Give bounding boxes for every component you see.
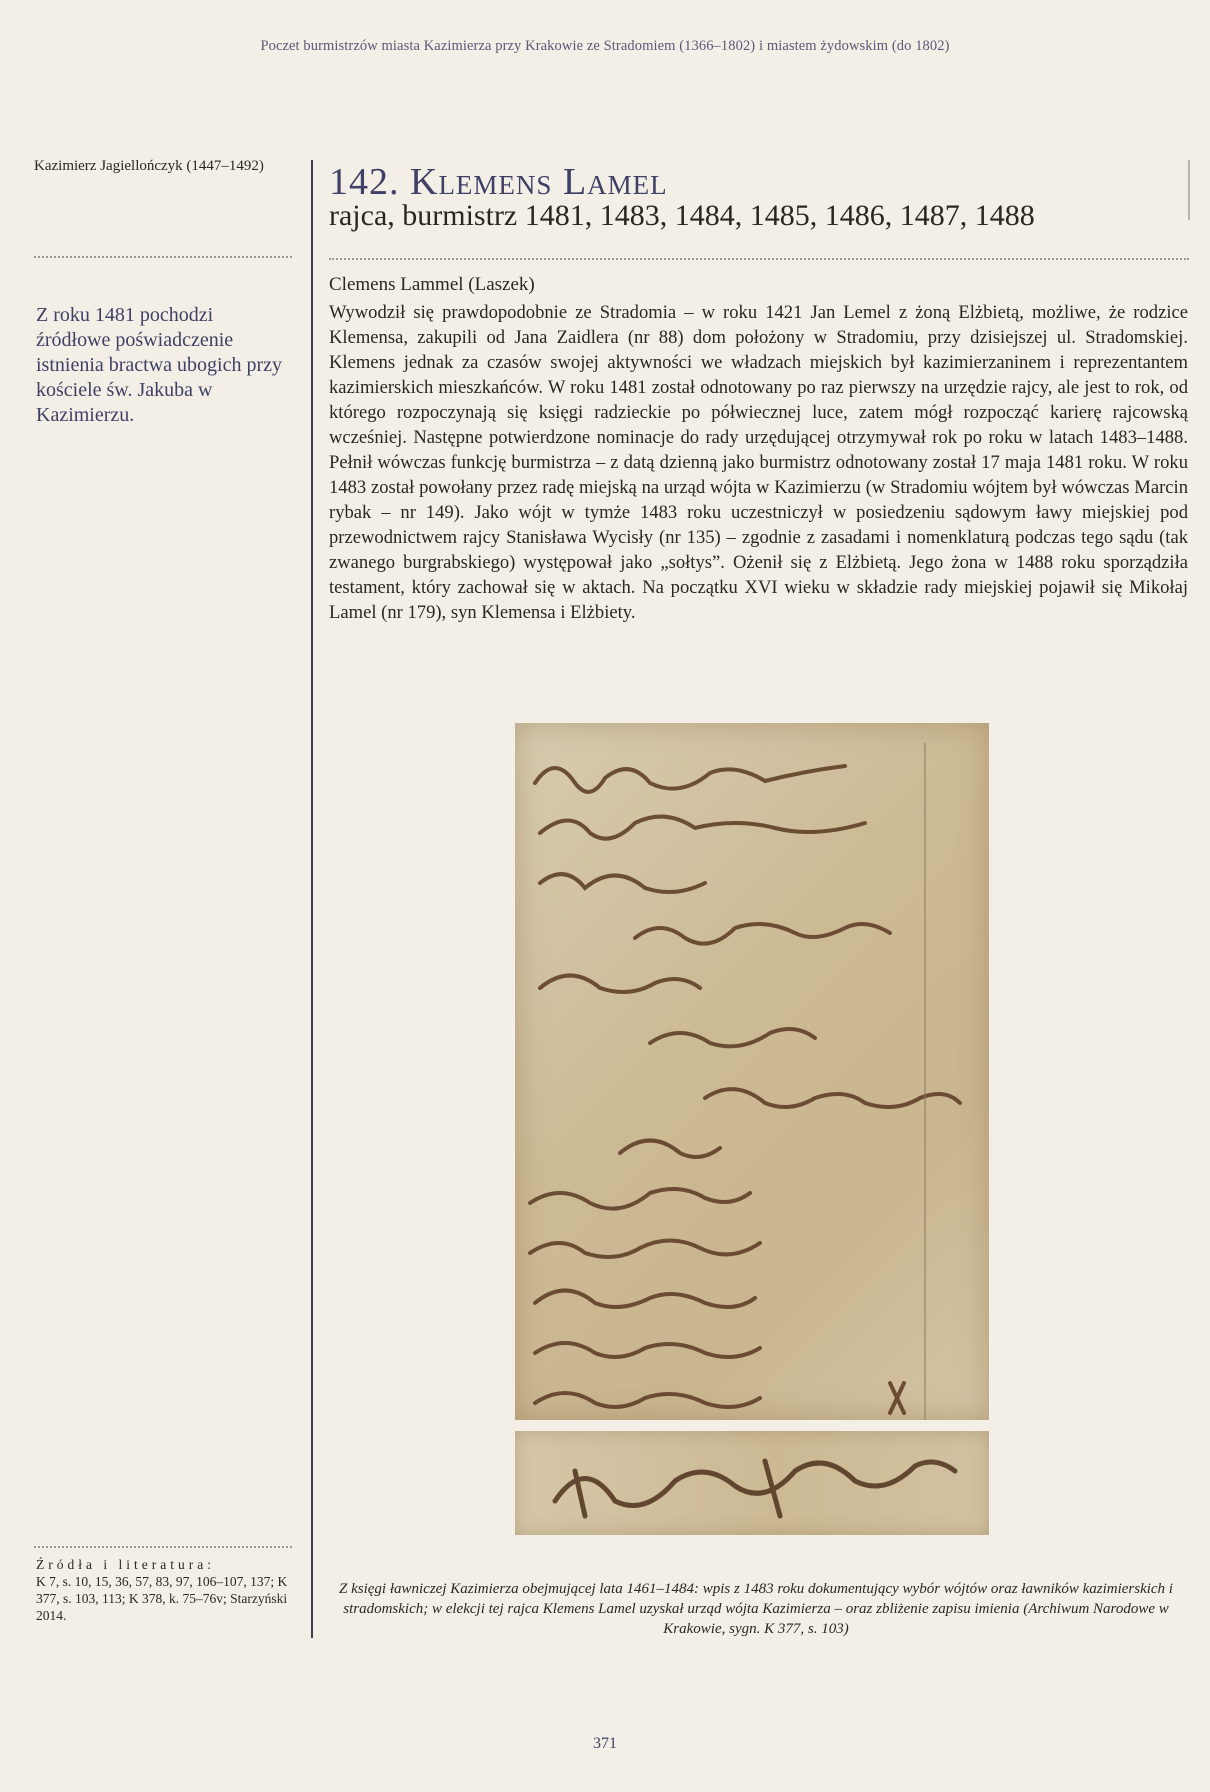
manuscript-image — [515, 723, 989, 1420]
entry-title — [329, 160, 1189, 204]
manuscript-detail-image — [515, 1431, 989, 1535]
sources-block — [36, 1556, 300, 1624]
sources-divider — [34, 1546, 292, 1548]
entry-body: Wywodził się prawdopodobnie ze Stradomia – w roku 1421 Jan Lemel z żoną Elżbietą, możliwe, że rodzice Klemensa, zakupili od Jana Zaidlera (nr 88) dom położony w Stradomiu, przy dzisiejszej ul. Stradomskiej. Klemens jednak za czasów swojej aktywności we władzach miejskich był kazimierzaninem i reprezentantem kazimierskich mieszkańców. W roku 1481 został odnotowany po raz pierwszy na urzędzie rajcy, ale jest to rok, od którego rozpoczynają się księgi radzieckie po półwiecznej luce, zatem mógł rozpocząć karierę rajcowską wcześniej. Następne potwierdzone nominacje do rady urzędującej otrzymywał rok po roku w latach 1483–1488. Pełnił wówczas funkcję burmistrza – z datą dzienną jako burmistrz odnotowany został 17 maja 1481 roku. W roku 1483 został powołany przez radę miejską na urząd wójta w Kazimierzu (w Stradomiu wójtem był wówczas Marcin rybak – nr 149). Jako wójt w tymże 1483 roku uczestniczył w posiedzeniu sądowym ławy miejskiej pod przewodnictwem rajcy Stanisława Wycisły (nr 135) – zgodnie z zasadami i nomenklaturą podczas tego sądu (tak zwanego burgrabskiego) występował jako „sołtys”. Ożenił się z Elżbietą. Jego żona w 1488 roku sporządziła testament, który zachował się w aktach. Na początku XVI wieku w składzie rady miejskiej pojawił się Mikołaj Lamel (nr 179), syn Klemensa i Elżbiety. — [329, 302, 1188, 623]
alt-name: Clemens Lammel (Laszek) — [329, 274, 535, 295]
sidebar-divider — [34, 256, 292, 258]
entry-name: Klemens Lamel — [410, 161, 668, 203]
column-rule — [311, 160, 313, 1638]
manuscript-detail-graphic — [515, 1431, 989, 1535]
reign-label: Kazimierz Jagiellończyk (1447–1492) — [34, 158, 264, 174]
sources-text: K 7, s. 10, 15, 36, 57, 83, 97, 106–107, 137; K 377, s. 103, 113; K 378, k. 75–76v; Starzyński 2014. — [36, 1574, 288, 1623]
manuscript-handwriting-graphic — [515, 723, 989, 1420]
title-divider — [329, 258, 1189, 260]
sidebar-note: Z roku 1481 pochodzi źródłowe poświadczenie istnienia bractwa ubogich przy kościele św. Jakuba w Kazimierzu. — [36, 304, 283, 426]
entry-offices: rajca, burmistrz 1481, 1483, 1484, 1485, 1486, 1487, 1488 — [329, 199, 1035, 232]
entry-number: 142. — [329, 161, 400, 203]
sources-heading: Źródła i literatura: — [36, 1557, 215, 1572]
figure-caption: Z księgi ławniczej Kazimierza obejmującej lata 1461–1484: wpis z 1483 roku dokumentujący wybór wójtów oraz ławników kazimierskich i stradomskich; w elekcji tej rajca Klemens Lamel uzyskał urząd wójta Kazimierza – oraz zbliżenie zapisu imienia (Archiwum Narodowe w Krakowie, sygn. K 377, s. 103) — [339, 1581, 1173, 1637]
running-header: Poczet burmistrzów miasta Kazimierza przy Krakowie ze Stradomiem (1366–1802) i miastem żydowskim (do 1802) — [260, 38, 950, 54]
page-number: 371 — [593, 1735, 617, 1752]
